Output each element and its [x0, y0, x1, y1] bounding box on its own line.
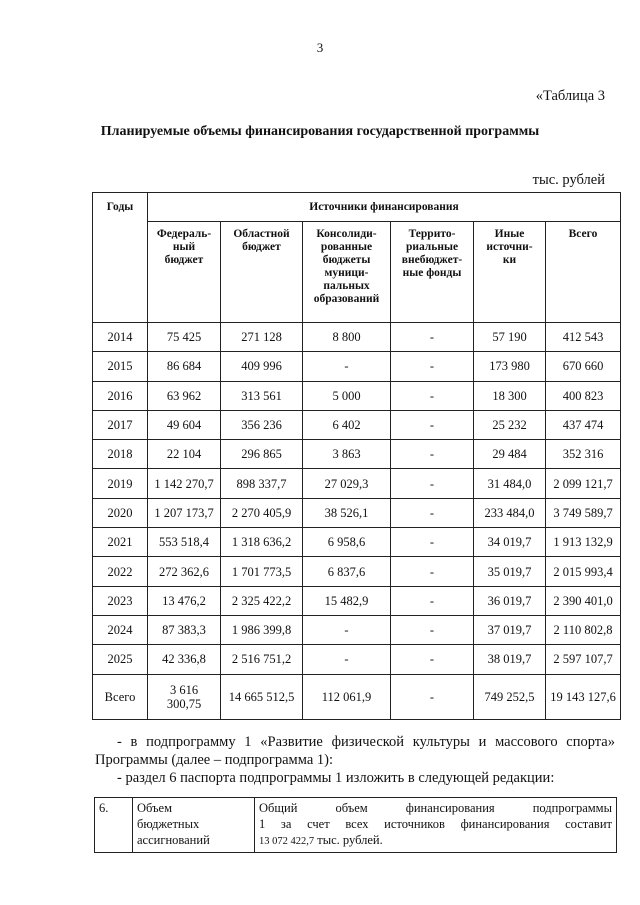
cell-territorial: -	[391, 528, 474, 557]
cell-other: 233 484,0	[474, 498, 546, 527]
header-col-territorial: Террито- риальные внебюджет- ные фонды	[391, 222, 474, 323]
cell-year: 2019	[93, 469, 148, 498]
total-cell-federal: 3 616 300,75	[148, 674, 221, 719]
cell-total: 1 913 132,9	[546, 528, 621, 557]
passport-line1-word: объем	[335, 801, 368, 815]
cell-federal: 75 425	[148, 323, 221, 352]
header-col-municipal: Консолиди- рованные бюджеты муници- пальных образований	[303, 222, 391, 323]
passport-line1-word: Общий	[259, 801, 298, 815]
cell-federal: 553 518,4	[148, 528, 221, 557]
cell-other: 36 019,7	[474, 586, 546, 615]
cell-regional: 2 516 751,2	[221, 645, 303, 674]
cell-total: 352 316	[546, 440, 621, 469]
cell-regional: 271 128	[221, 323, 303, 352]
total-cell-municipal: 112 061,9	[303, 674, 391, 719]
passport-description	[255, 798, 617, 853]
cell-year: 2024	[93, 615, 148, 644]
cell-regional: 1 701 773,5	[221, 557, 303, 586]
table-row	[93, 615, 621, 644]
cell-year: 2014	[93, 323, 148, 352]
cell-year: 2018	[93, 440, 148, 469]
cell-regional: 296 865	[221, 440, 303, 469]
cell-year: 2021	[93, 528, 148, 557]
cell-regional: 1 986 399,8	[221, 615, 303, 644]
cell-territorial: -	[391, 498, 474, 527]
cell-territorial: -	[391, 440, 474, 469]
passport-line1-word: подпрограммы	[532, 801, 612, 815]
table-row	[93, 528, 621, 557]
cell-federal: 1 207 173,7	[148, 498, 221, 527]
table-row	[93, 498, 621, 527]
cell-regional: 313 561	[221, 381, 303, 410]
cell-regional: 1 318 636,2	[221, 528, 303, 557]
cell-municipal: 6 837,6	[303, 557, 391, 586]
table-row	[93, 440, 621, 469]
cell-federal: 13 476,2	[148, 586, 221, 615]
cell-territorial: -	[391, 557, 474, 586]
table-row	[93, 352, 621, 381]
total-cell-year: Всего	[93, 674, 148, 719]
table-row	[93, 410, 621, 439]
cell-total: 3 749 589,7	[546, 498, 621, 527]
cell-total: 400 823	[546, 381, 621, 410]
cell-municipal: 3 863	[303, 440, 391, 469]
cell-other: 38 019,7	[474, 645, 546, 674]
cell-regional: 2 270 405,9	[221, 498, 303, 527]
cell-federal: 63 962	[148, 381, 221, 410]
cell-other: 18 300	[474, 381, 546, 410]
cell-regional: 2 325 422,2	[221, 586, 303, 615]
cell-territorial: -	[391, 381, 474, 410]
cell-total: 437 474	[546, 410, 621, 439]
cell-other: 34 019,7	[474, 528, 546, 557]
total-cell-regional: 14 665 512,5	[221, 674, 303, 719]
passport-line1-word: финансирования	[405, 801, 495, 815]
cell-municipal: 6 958,6	[303, 528, 391, 557]
cell-territorial: -	[391, 469, 474, 498]
header-col-federal: Федераль- ный бюджет	[148, 222, 221, 323]
cell-year: 2020	[93, 498, 148, 527]
header-years: Годы	[93, 193, 148, 323]
cell-municipal: 6 402	[303, 410, 391, 439]
header-col-other: Иные источни- ки	[474, 222, 546, 323]
cell-municipal: 38 526,1	[303, 498, 391, 527]
cell-year: 2022	[93, 557, 148, 586]
cell-municipal: -	[303, 615, 391, 644]
page-number: 3	[316, 40, 324, 55]
table-row	[93, 381, 621, 410]
cell-year: 2015	[93, 352, 148, 381]
cell-territorial: -	[391, 615, 474, 644]
units-label: тыс. рублей	[532, 172, 605, 188]
cell-federal: 42 336,8	[148, 645, 221, 674]
passport-line2: 1 за счет всех источников финансирования составит	[259, 817, 612, 831]
cell-federal: 22 104	[148, 440, 221, 469]
cell-total: 412 543	[546, 323, 621, 352]
cell-other: 31 484,0	[474, 469, 546, 498]
table-label: «Таблица 3	[535, 88, 605, 104]
amendment-paragraph: - в подпрограмму 1 «Развитие физической культуры и массового спорта» Программы (далее – подпрограмма 1):	[95, 734, 615, 768]
cell-municipal: 8 800	[303, 323, 391, 352]
passport-amount-suffix: тыс. рублей.	[314, 833, 383, 847]
cell-year: 2017	[93, 410, 148, 439]
cell-territorial: -	[391, 645, 474, 674]
cell-municipal: 5 000	[303, 381, 391, 410]
cell-municipal: -	[303, 645, 391, 674]
cell-total: 2 110 802,8	[546, 615, 621, 644]
cell-other: 37 019,7	[474, 615, 546, 644]
passport-number: 6.	[95, 798, 133, 853]
cell-territorial: -	[391, 323, 474, 352]
header-sources: Источники финансирования	[148, 193, 621, 222]
cell-total: 2 015 993,4	[546, 557, 621, 586]
cell-federal: 49 604	[148, 410, 221, 439]
table-row	[93, 469, 621, 498]
cell-municipal: 15 482,9	[303, 586, 391, 615]
cell-other: 25 232	[474, 410, 546, 439]
table-row	[93, 323, 621, 352]
total-cell-other: 749 252,5	[474, 674, 546, 719]
cell-year: 2023	[93, 586, 148, 615]
cell-year: 2016	[93, 381, 148, 410]
table-row	[93, 586, 621, 615]
cell-federal: 86 684	[148, 352, 221, 381]
cell-year: 2025	[93, 645, 148, 674]
cell-territorial: -	[391, 352, 474, 381]
cell-regional: 356 236	[221, 410, 303, 439]
cell-federal: 272 362,6	[148, 557, 221, 586]
cell-territorial: -	[391, 586, 474, 615]
cell-regional: 409 996	[221, 352, 303, 381]
total-cell-total: 19 143 127,6	[546, 674, 621, 719]
financing-table	[92, 192, 621, 720]
document-title: Планируемые объемы финансирования государственной программы	[100, 124, 540, 139]
cell-total: 2 597 107,7	[546, 645, 621, 674]
cell-federal: 1 142 270,7	[148, 469, 221, 498]
table-row	[93, 557, 621, 586]
cell-municipal: -	[303, 352, 391, 381]
cell-other: 173 980	[474, 352, 546, 381]
passport-amount: 13 072 422,7	[259, 836, 315, 847]
passport-table	[94, 797, 617, 853]
cell-other: 57 190	[474, 323, 546, 352]
cell-total: 2 390 401,0	[546, 586, 621, 615]
total-cell-territorial: -	[391, 674, 474, 719]
cell-municipal: 27 029,3	[303, 469, 391, 498]
cell-other: 29 484	[474, 440, 546, 469]
cell-regional: 898 337,7	[221, 469, 303, 498]
passport-label: Объем бюджетных ассигнований	[133, 798, 255, 853]
cell-total: 2 099 121,7	[546, 469, 621, 498]
table-total-row	[93, 674, 621, 719]
section-paragraph: - раздел 6 паспорта подпрограммы 1 изложить в следующей редакции:	[117, 770, 555, 786]
table-row	[93, 645, 621, 674]
cell-territorial: -	[391, 410, 474, 439]
header-col-total: Всего	[546, 222, 621, 323]
header-col-regional: Областной бюджет	[221, 222, 303, 323]
cell-other: 35 019,7	[474, 557, 546, 586]
cell-total: 670 660	[546, 352, 621, 381]
cell-federal: 87 383,3	[148, 615, 221, 644]
